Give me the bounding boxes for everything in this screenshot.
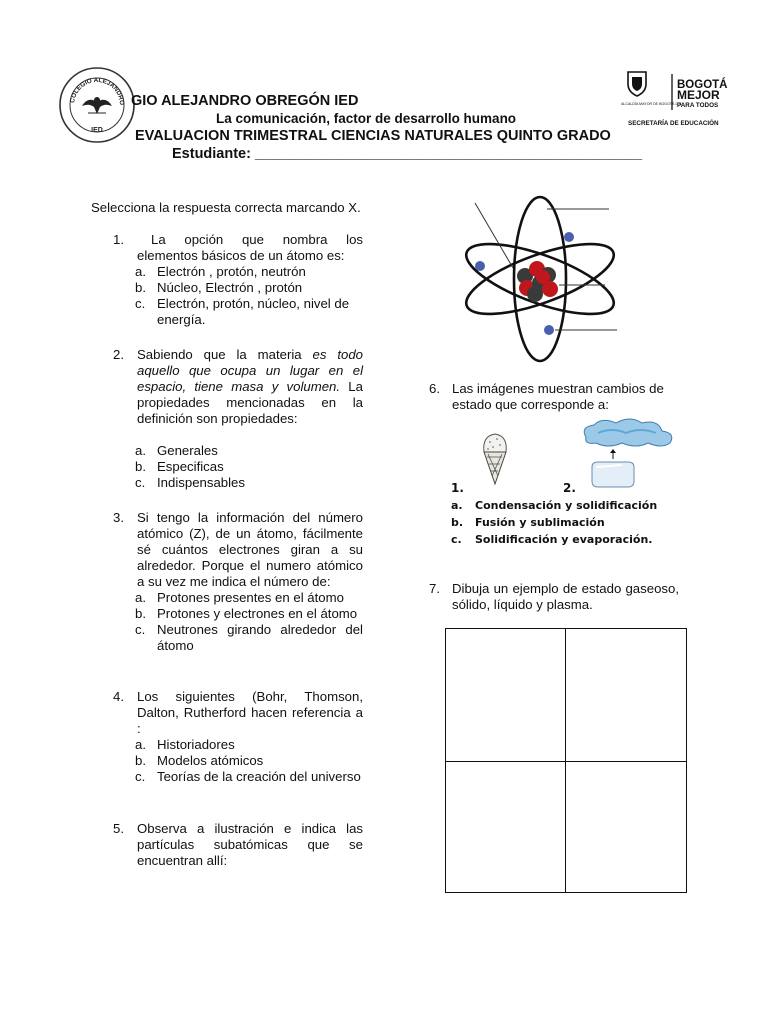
- electron: [544, 325, 554, 335]
- option-c[interactable]: c. Neutrones girando alrededor del átomo: [135, 622, 363, 653]
- school-motto: La comunicación, factor de desarrollo humano: [216, 111, 517, 126]
- option-c[interactable]: c. Indispensables: [135, 475, 245, 490]
- question-text: Los siguientes (Bohr, Thomson, Dalton, Rutherford hacen referencia a :: [137, 689, 363, 736]
- option-b[interactable]: b. Fusión y sublimación: [451, 516, 605, 529]
- school-seal: [58, 66, 136, 144]
- atom-illustration: [455, 193, 635, 365]
- option-b[interactable]: b. Protones y electrones en el átomo: [135, 606, 358, 621]
- nucleus: [517, 261, 558, 302]
- option-b[interactable]: b. Especificas: [135, 459, 224, 474]
- option-a[interactable]: a. Protones presentes en el átomo: [135, 590, 344, 605]
- option-c[interactable]: c. Solidificación y evaporación.: [451, 533, 653, 546]
- question-3: [91, 510, 363, 654]
- drawing-grid: [445, 628, 687, 893]
- option-a[interactable]: a. Condensación y solidificación: [451, 499, 658, 512]
- option-b[interactable]: b. Modelos atómicos: [135, 753, 264, 768]
- question-2: [91, 347, 363, 491]
- question-text: Las imágenes muestran cambios de estado que corresponde a:: [452, 381, 664, 412]
- question-number: 7.: [429, 581, 440, 596]
- question-6: [429, 381, 679, 413]
- question-text: Dibuja un ejemplo de estado gaseoso, sólido, líquido y plasma.: [452, 581, 679, 612]
- svg-text:BOGOTÁ: BOGOTÁ: [677, 79, 728, 91]
- question-number: 3.: [113, 510, 124, 525]
- option-b[interactable]: b. Núcleo, Electrón , protón: [135, 280, 303, 295]
- svg-text:SECRETARÍA DE EDUCACIÓN: SECRETARÍA DE EDUCACIÓN: [628, 120, 719, 127]
- electron: [475, 261, 485, 271]
- question-text: Observa a ilustración e indica las partículas subatómicas que se encuentran allí:: [137, 821, 363, 868]
- drawing-cell-top-right[interactable]: [566, 629, 686, 762]
- instructions: Selecciona la respuesta correcta marcando X.: [91, 200, 361, 215]
- question-text: La opción que nombra los elementos básicos de un átomo es:: [137, 232, 363, 263]
- option-a[interactable]: a. Electrón , protón, neutrón: [135, 264, 306, 279]
- option-a[interactable]: a. Generales: [135, 443, 218, 458]
- option-a[interactable]: a. Historiadores: [135, 737, 235, 752]
- question-6-options: [451, 497, 691, 548]
- question-number: 2.: [113, 347, 124, 362]
- option-c[interactable]: c. Teorías de la creación del universo: [135, 769, 361, 784]
- question-text: Sabiendo que la materia es todo aquello que ocupa un lugar en el espacio, tiene masa y volumen. La propiedades mencionadas en la definición son propiedades:: [137, 347, 363, 426]
- question-number: 1.: [113, 232, 124, 247]
- question-5: [91, 821, 363, 869]
- electron: [564, 232, 574, 242]
- question-number: 5.: [113, 821, 124, 836]
- drawing-cell-bottom-left[interactable]: [446, 762, 566, 892]
- question-text: Si tengo la información del número atómico (Z), de un átomo, fácilmente sé cuántos electrones giran a su alrededor. Porque el numero atómico a su vez me indica el número de:: [137, 510, 363, 589]
- ice-cream-image: [478, 430, 512, 486]
- question-7: [429, 581, 679, 613]
- question-4: [91, 689, 363, 785]
- question-number: 4.: [113, 689, 124, 704]
- svg-text:IED: IED: [91, 127, 103, 134]
- drawing-cell-top-left[interactable]: [446, 629, 566, 762]
- svg-text:MEJOR: MEJOR: [677, 88, 720, 102]
- svg-text:ALCALDÍA MAYOR DE BOGOTÁ D.C.: ALCALDÍA MAYOR DE BOGOTÁ D.C.: [621, 102, 683, 106]
- option-c[interactable]: c. Electrón, protón, núcleo, nivel de energía.: [135, 296, 350, 327]
- drawing-cell-bottom-right[interactable]: [566, 762, 686, 892]
- school-name: GIO ALEJANDRO OBREGÓN IED: [131, 93, 359, 109]
- svg-text:PARA TODOS: PARA TODOS: [677, 102, 719, 109]
- image-label-1: 1.: [451, 481, 464, 495]
- question-number: 6.: [429, 381, 440, 396]
- svg-text:COLEGIO ALEJANDRO OBREGÓN: COLEGIO ALEJANDRO: [69, 76, 126, 106]
- exam-title: EVALUACION TRIMESTRAL CIENCIAS NATURALES QUINTO GRADO: [135, 128, 611, 144]
- question-1: [91, 232, 363, 328]
- cloud-ice-image: [578, 415, 684, 489]
- image-label-2: 2.: [563, 481, 576, 495]
- student-name-line[interactable]: Estudiante: ________________________________________________: [172, 146, 643, 162]
- bogota-logo: [618, 70, 738, 130]
